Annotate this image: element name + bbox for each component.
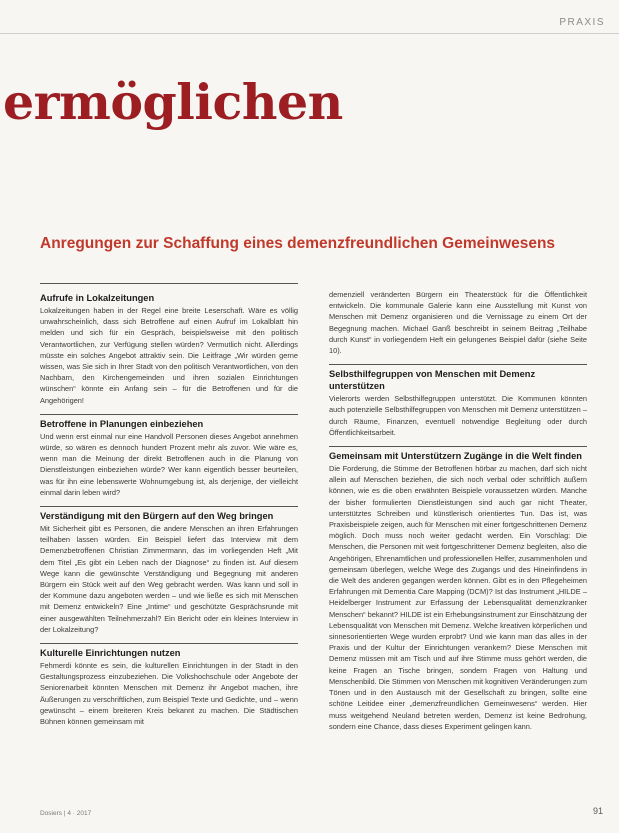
section-heading: Aufrufe in Lokalzeitungen xyxy=(40,293,155,303)
section-heading: Selbsthilfegruppen von Menschen mit Demenz unterstützen xyxy=(329,369,536,392)
top-rule xyxy=(0,33,619,34)
page-number: 91 xyxy=(592,806,603,816)
section-body: Und wenn erst einmal nur eine Handvoll Personen dieses Angebot annehmen würde, so wären es dennoch hundert Prozent mehr als zuvor. Wie wäre es, wenn man die Meinung der direkt Betroffenen auch in die Planung von Dienstleistungen einbeziehen würde? Wer kann eigentlich besser beurteilen, was für ihn eine lebenswerte Wohnumgebung ist, als derjenige, der vielleicht einmal darin leben wird? xyxy=(40,431,298,497)
article-section xyxy=(40,283,298,406)
section-body: Lokalzeitungen haben in der Regel eine breite Leserschaft. Wäre es völlig unwahrscheinlich, dass sich Betroffene auf einen Aufruf im Lokalblatt hin melden und sich für ein Gespräch, beispielsweise mit den politisch Verantwortlichen, zur Verfügung stellen würden? Vermutlich nicht. Allerdings müsste ein solches Angebot attraktiv sein. Die Leitfrage „Wir würden gerne wissen, was Sie sich in Ihrer Stadt von den politisch Verantwortlichen, von den Nachbarn, den Kirchengemeinden und ihren sozialen Einrichtungen wünschen“ könnte ein Anfang sein – für die Betroffenen und für die Angehörigen! xyxy=(40,306,298,405)
article-section xyxy=(329,364,587,438)
section-body: Fehmerdi könnte es sein, die kulturellen Einrichtungen in der Stadt in den Gestaltungsprozess einzubeziehen. Die Volkshochschule oder Angebote der Seniorenarbeit könnten Menschen mit Demenz ihr Angebot machen, ihre Äußerungen zu verschriftlichen, zum Beispiel Texte und Gedichte, und – wenn gewünscht – einem breiteren Kreis bekannt zu machen. Die Städtischen Bühnen können gemeinsam mit xyxy=(40,661,298,727)
article-section xyxy=(329,446,587,732)
section-heading: Gemeinsam mit Unterstützern Zugänge in die Welt finden xyxy=(329,451,582,462)
section-body: demenziell veränderten Bürgern ein Theaterstück für die Öffentlichkeit entwickeln. Die kommunale Galerie kann eine Ausstellung mit Kunst von Menschen mit Demenz organisieren und die Vernissage zu einem Ort der Begegnung machen. Michael Ganß beschreibt in seinem Beitrag „Teilhabe durch Kunst“ in vorliegendem Heft ein gelungenes Beispiel dafür (siehe Seite 10). xyxy=(329,290,587,356)
section-heading: Betroffene in Planungen einbeziehen xyxy=(40,418,204,429)
section-label: PRAXIS xyxy=(559,17,605,28)
section-body: Die Forderung, die Stimme der Betroffenen hörbar zu machen, darf sich nicht allein auf Menschen beziehen, die sich noch verbal oder schriftlich äußern können, wie es die oben erwähnten Beispiele voraussetzen würden. Manche der bisher formulierten Dienstleistungen sind auch gar nicht Theater, unterstütztes Schreiben und künstlerisch orientiertes Tun. Das ist, was Praxisbeispiele zeigen, auch für Menschen mit einer fortgeschrittenen Demenz möglich. Doch muss noch weiter gedacht werden. Ein Vorschlag: Die Menschen, die Personen mit weit fortgeschrittener Demenz begleiten, also die Angehörigen, Ehrenamtlichen und professionellen Helfer, zusammenholen und gemeinsam überlegen, welche Wege des Zugangs und des Hineinfindens in die Welt des anderen gegangen werden können. Gibt es in den Pflegeheimen Erfahrungen mit Dementia Care Mapping (DCM)? Ist das Instrument „HILDE – Heidelberger Instrument zur Erfassung der Lebensqualität demenzkranker Menschen“ bekannt? HILDE ist ein Erhebungsinstrument zur Einschätzung der Lebensqualität von Menschen mit Demenz. Welche kreativen körperlichen und sinnesorientierten Wege wurden erprobt? Und wie kann man das alles in der Praxis und der Kultur der Einrichtungen verankern? Diese Menschen mit Demenz müssen mit am Tisch und auf ihre Stimme muss gehört werden, die keine Fragen an Tische bringen, sondern Fragen von Haltung und Menschenbild. Die Stimmen von Menschen mit kognitiven Veränderungen zum Tönen und in den Austausch mit der Gesellschaft zu bringen, sollte eine schöne Leitidee einer „demenzfreundlichen Gemeinwesens“ werden. Hier muss weitgehend Neuland betreten werden, Demenz ist keine Bedrohung, sondern eine Chance, dass dieses Experiment gelingen kann. xyxy=(329,464,587,731)
article-section xyxy=(40,414,298,498)
article-section xyxy=(40,506,298,635)
subheading: Anregungen zur Schaffung eines demenzfreundlichen Gemeinwesens xyxy=(40,235,556,252)
publication-footer: Dosiers | 4 · 2017 xyxy=(40,810,92,817)
left-column xyxy=(40,283,298,735)
headline: ermöglichen xyxy=(3,73,343,131)
article-section xyxy=(40,643,298,727)
section-body: Vielerorts werden Selbsthilfegruppen unterstützt. Die Kommunen könnten auch potenzielle Selbsthilfegruppen von Menschen mit Demenz unterstützen – durch Räume, Finanzen, eventuell notwendige Begleitung oder durch Öffentlichkeitsarbeit. xyxy=(329,394,587,437)
article-section-continued xyxy=(329,283,587,356)
section-heading: Kulturelle Einrichtungen nutzen xyxy=(40,648,181,659)
right-column xyxy=(329,283,587,740)
section-body: Mit Sicherheit gibt es Personen, die andere Menschen an ihren Erfahrungen teilhaben lassen würden. Ein Beispiel liefert das Interview mit dem Demenzbetroffenen Christian Zimmermann, das im vorliegenden Heft „Mit dem Titel „Es gibt ein Leben nach der Diagnose“ zu finden ist. Auf diesem Wege kann die gewünschte Verständigung und Begegnung mit anderen Bürgern ein Stück weit auf den Weg gebracht werden. Was kann und soll in der Kommune dazu angeboten werden – und wie ließe es sich mit Menschen mit Demenz entwickeln? Eine „Intime“ und geschützte Gesprächsrunde mit einer ausgewählten Teilnehmerzahl? Ein Bericht oder ein kleines Interview in der Lokalzeitung? xyxy=(40,524,298,634)
section-heading: Verständigung mit den Bürgern auf den Weg bringen xyxy=(40,511,274,522)
